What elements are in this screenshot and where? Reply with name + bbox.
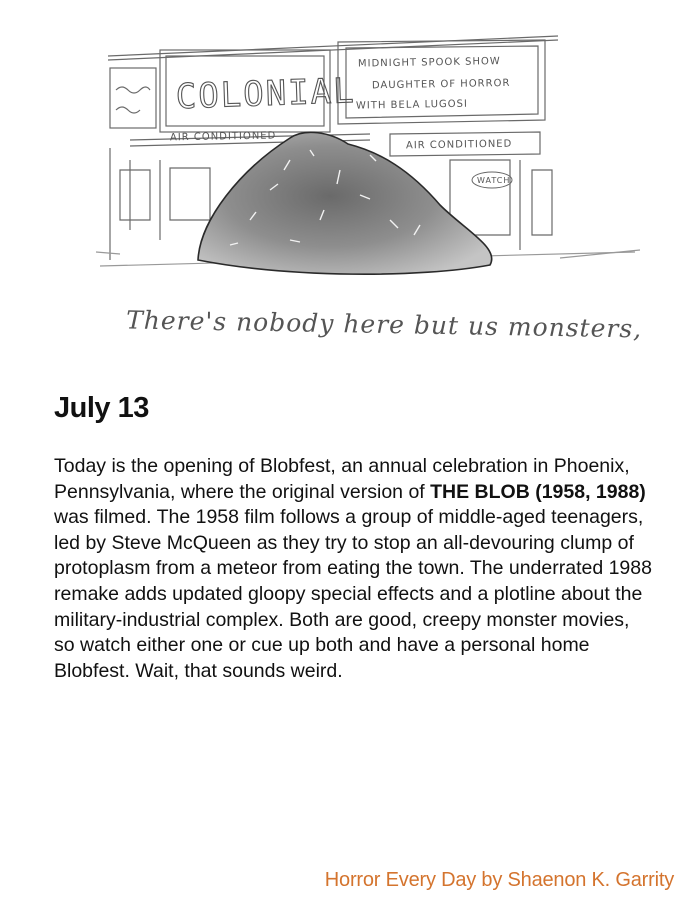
film-title: THE BLOB (1958, 1988)	[430, 480, 646, 503]
awning-left-text: AIR CONDITIONED	[169, 130, 277, 144]
theater-blob-illustration	[90, 20, 650, 360]
entry-paragraph	[54, 454, 654, 684]
marquee-title: COLONIAL	[175, 70, 357, 118]
watch-sign-text: WATCH	[477, 176, 511, 185]
author-credit: Horror Every Day by Shaenon K. Garrity	[324, 869, 674, 891]
sign-line-1: MIDNIGHT SPOOK SHOW	[357, 56, 501, 70]
paragraph-part-1: Today is the opening of Blobfest, an annual celebration in Phoenix, Pennsylvania, where the original version of	[54, 455, 630, 503]
blob-drawing	[198, 132, 492, 274]
paragraph-part-2: was filmed. The 1958 film follows a group of middle-aged teenagers, led by Steve McQueen as they try to stop an all-devouring clump of protoplasm from a meteor from eating the town. The underrated 1988 remake adds updated gloopy special effects and a plotline about the military-industrial complex. Both are good, creepy monster movies, so watch either one or cue up both and have a personal home Blobfest. Wait, that sounds weird.	[54, 506, 652, 682]
illustration-caption: There's nobody here but us monsters,	[125, 305, 643, 344]
watch-sign	[472, 172, 512, 188]
sign-line-2: DAUGHTER OF HORROR	[371, 77, 511, 92]
entry-date: July 13	[54, 392, 149, 424]
sign-line-3: WITH BELA LUGOSI	[355, 98, 468, 112]
awning-right-text: AIR CONDITIONED	[405, 138, 513, 152]
